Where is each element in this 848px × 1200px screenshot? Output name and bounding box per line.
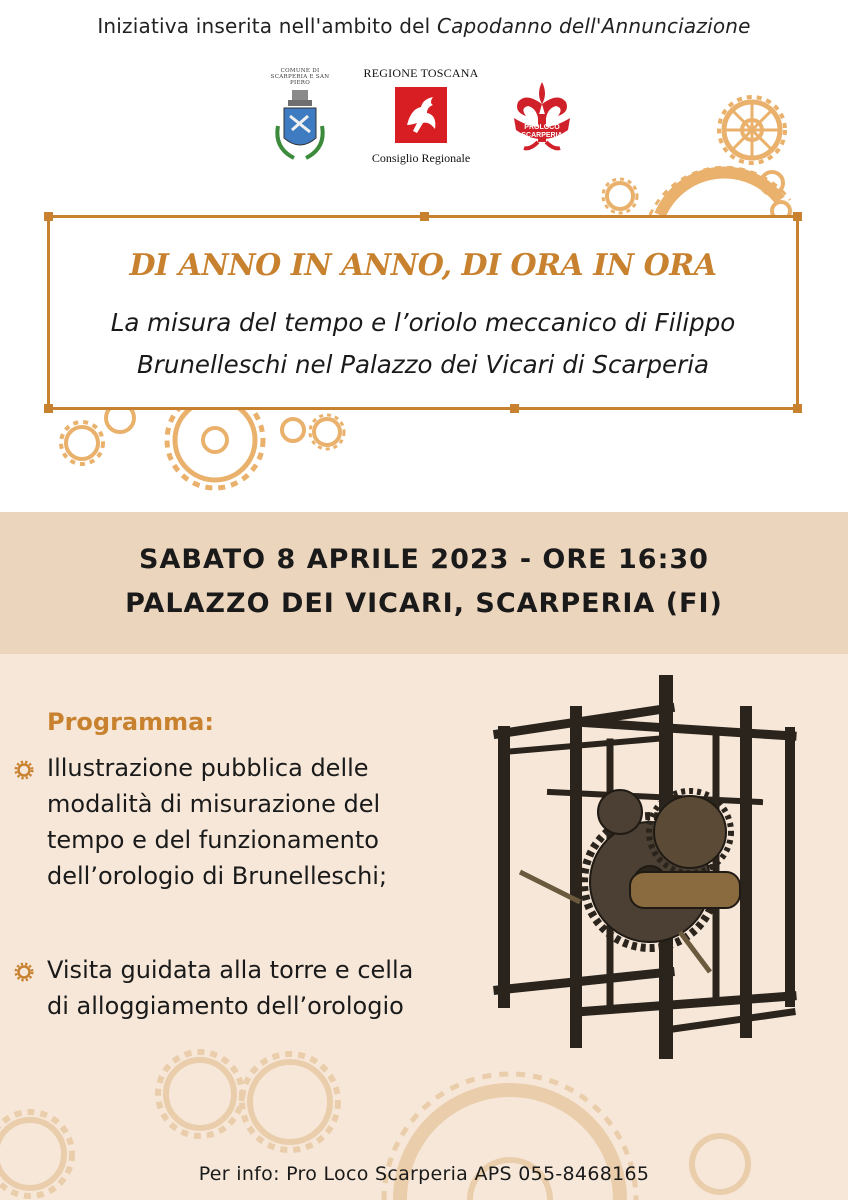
program-item-text: Illustrazione pubblica delle modalità di misurazione del tempo e del funzionamento dell’orologio di Brunelleschi; (47, 754, 388, 890)
regione-title: REGIONE TOSCANA (363, 66, 479, 80)
regione-logo (356, 66, 486, 170)
event-place: PALAZZO DEI VICARI, SCARPERIA (FI) (125, 588, 723, 619)
lily-icon (508, 78, 576, 158)
clock-mechanism-image (480, 672, 810, 1062)
proloco-text-2: SCARPERIA (521, 132, 563, 139)
program-heading: Programma: (47, 708, 214, 736)
contact-info: Per info: Pro Loco Scarperia APS 055-8468165 (198, 1163, 650, 1185)
event-info-band (0, 512, 848, 654)
initiative-note-italic: Capodanno dell'Annunciazione (436, 14, 751, 38)
gear-bullet-icon (14, 760, 34, 780)
event-title: DI ANNO IN ANNO, DI ORA IN ORA (129, 248, 717, 283)
corner-square (44, 404, 53, 413)
corner-square (793, 212, 802, 221)
event-subtitle (50, 302, 796, 386)
corner-square (793, 404, 802, 413)
corner-square (420, 212, 429, 221)
comune-logo (262, 68, 338, 172)
event-subtitle-line-1: La misura del tempo e l’oriolo meccanico di Filippo (110, 308, 736, 337)
regione-subtitle: Consiglio Regionale (371, 151, 471, 165)
event-subtitle-line-2: Brunelleschi nel Palazzo dei Vicari di Scarperia (136, 350, 710, 379)
initiative-note (0, 14, 848, 38)
pegasus-icon (393, 85, 449, 145)
corner-square (510, 404, 519, 413)
program-item (14, 750, 434, 894)
proloco-logo (508, 78, 576, 158)
program-section (0, 654, 848, 1200)
proloco-text-1: PROLOCO (524, 124, 560, 131)
gear-bullet-icon (14, 962, 34, 982)
logos-row (0, 62, 848, 172)
corner-square (44, 212, 53, 221)
program-item-text: Visita guidata alla torre e cella di alloggiamento dell’orologio (47, 956, 414, 1020)
comune-crest-icon (270, 86, 330, 170)
comune-label-1: COMUNE DI (280, 68, 320, 74)
event-date-time: SABATO 8 APRILE 2023 - ORE 16:30 (139, 544, 709, 575)
comune-label-2: SCARPERIA E SAN PIERO (270, 74, 330, 86)
program-item (14, 952, 434, 1024)
title-box (47, 215, 799, 410)
initiative-note-prefix: Iniziativa inserita nell'ambito del (97, 14, 431, 38)
